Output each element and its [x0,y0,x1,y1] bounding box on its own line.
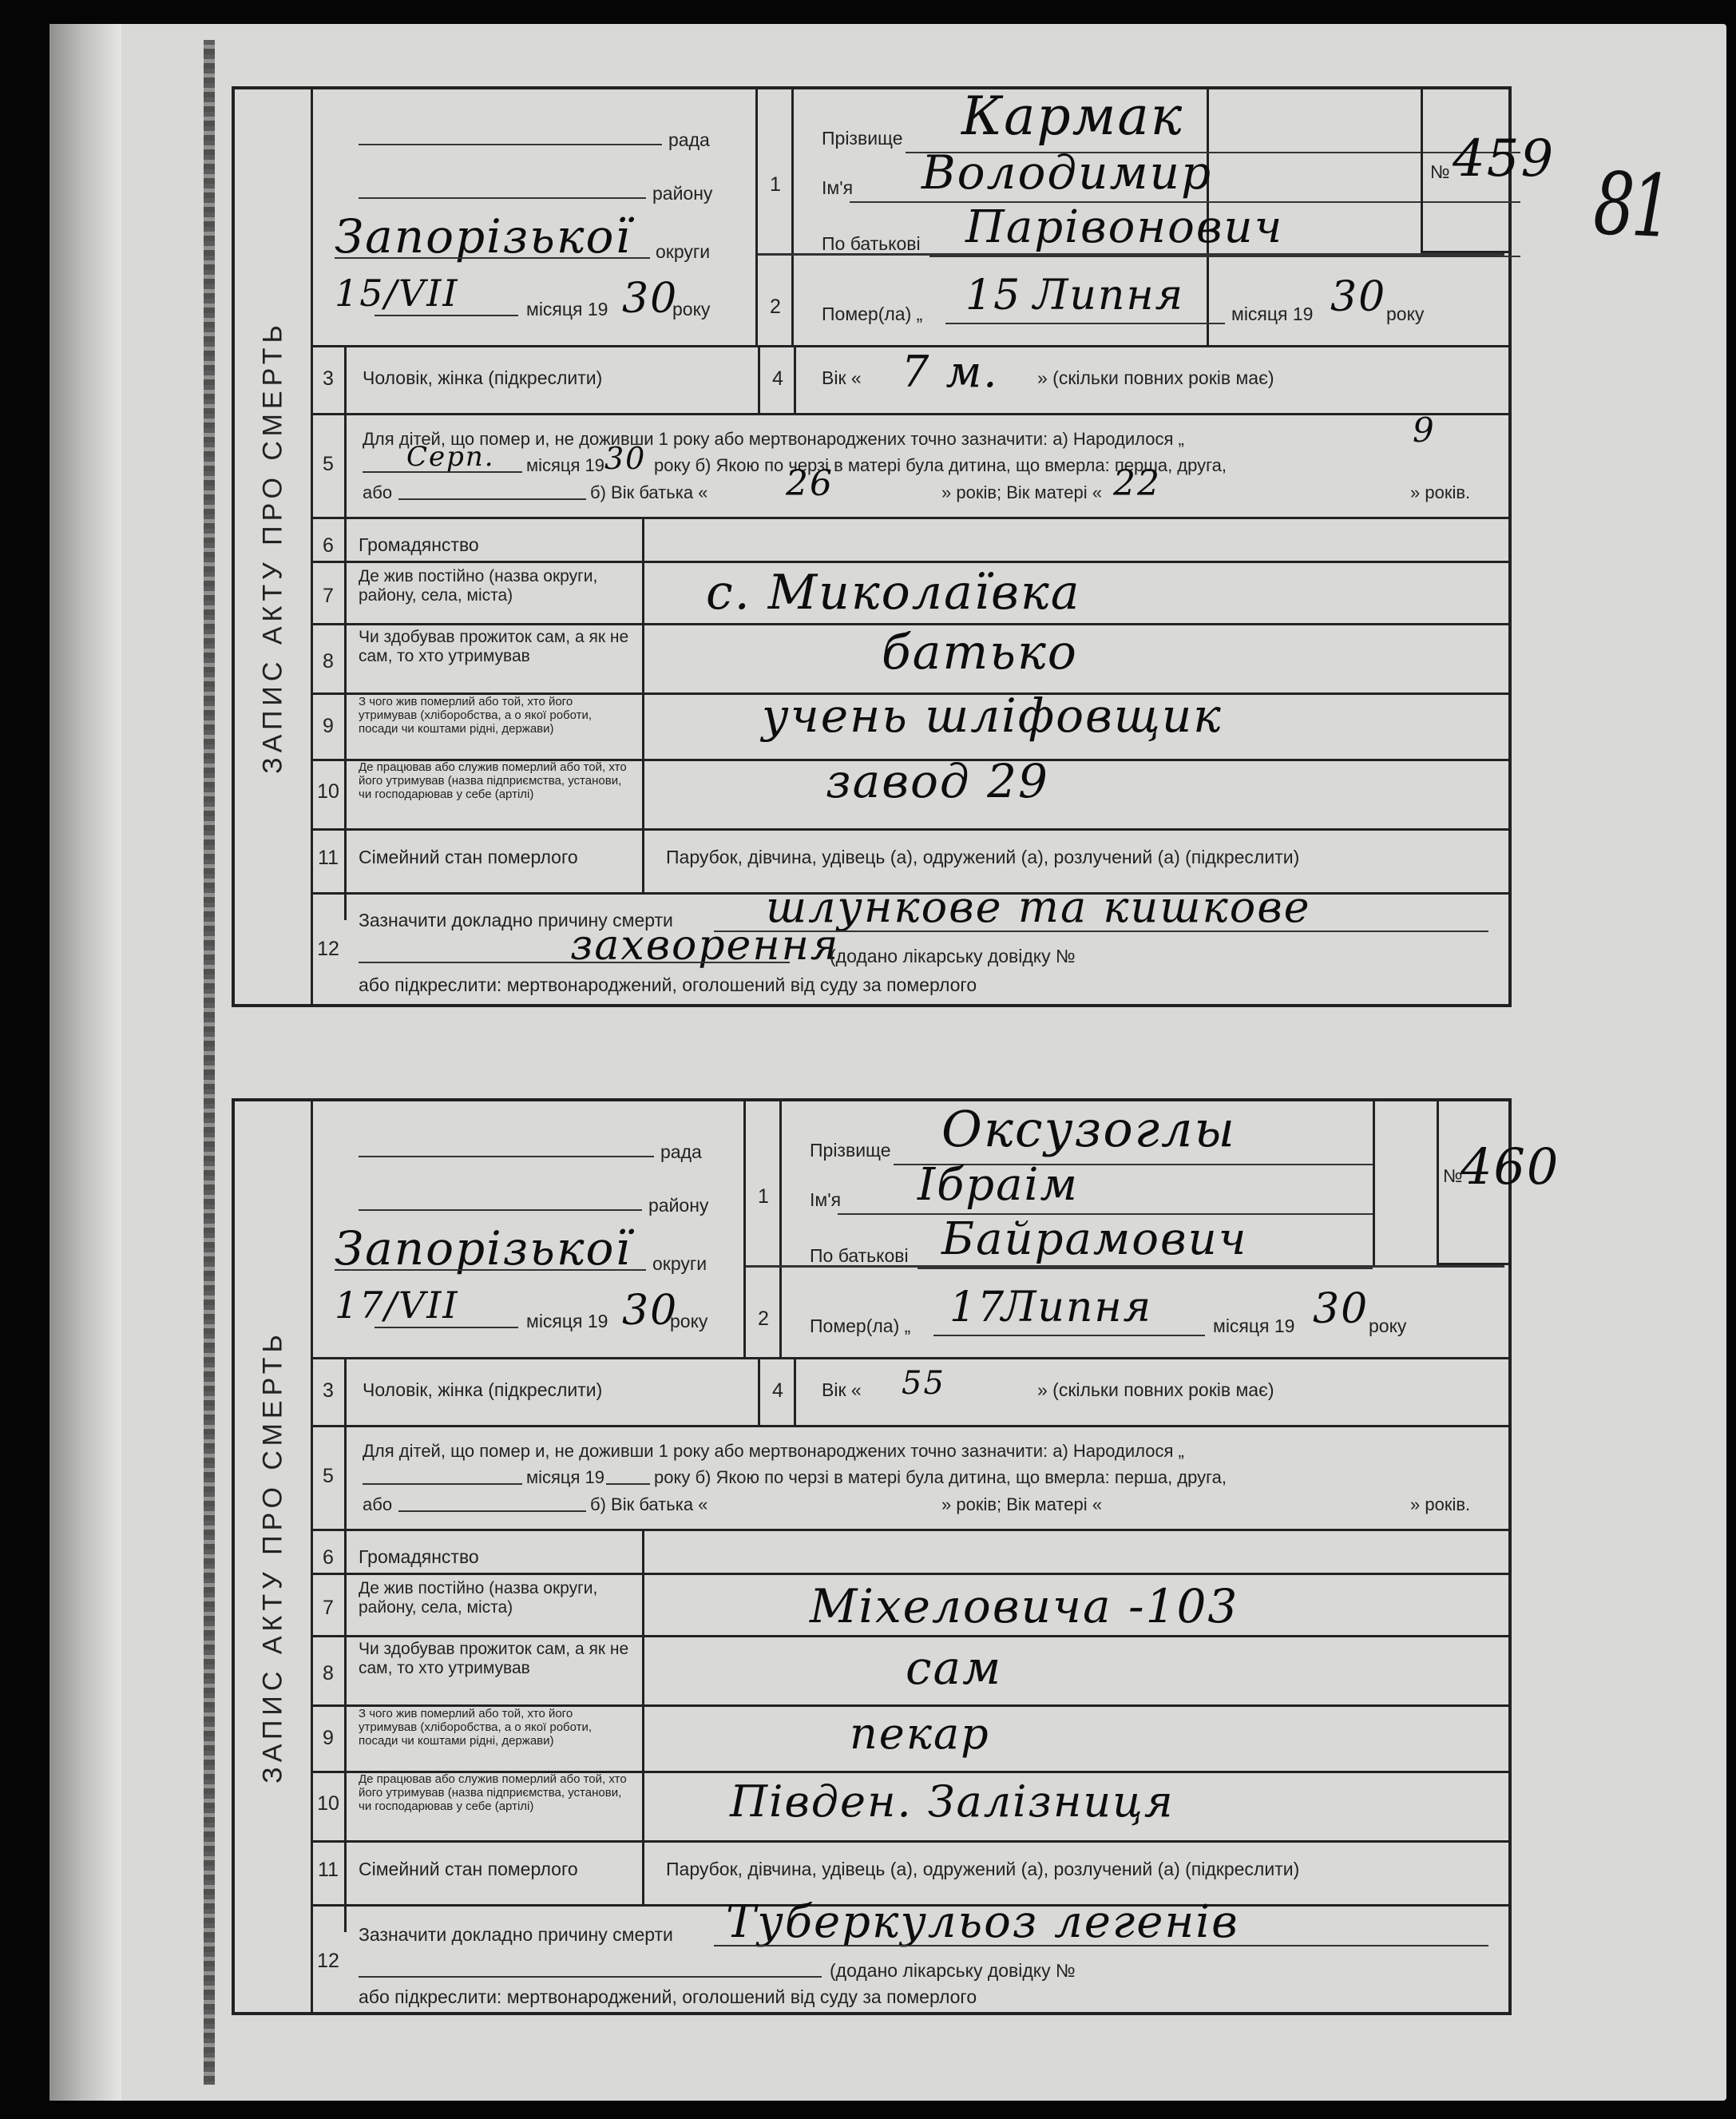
surname-label: Прізвище [822,128,903,149]
cause-label: Зазначити докладно причину смерти [359,1924,673,1945]
rada-label: рада [668,129,710,150]
rada-label: рада [660,1141,702,1162]
occupation-label: З чого жив померлий або той, хто його утримував (хліборобства, а о якої роботи, посади чи коштами рідні, держави) [359,1707,593,1748]
children-info-line2a: місяця 19 [526,455,605,475]
citizenship-label: Громадянство [359,534,479,555]
age-value: 55 [902,1365,945,1402]
row-3-num: 3 [311,1357,347,1425]
record-side-title: ЗАПИС АКТУ ПРО СМЕРТЬ [235,1101,313,2012]
father-age-label: б) Вік батька « [590,1494,708,1514]
name-block [782,1100,1407,1357]
mother-age-label: » років; Вік матері « [941,482,1102,502]
death-year: 30 [1313,1285,1369,1333]
row-number: 9 [323,715,334,737]
num-col [758,89,794,345]
certificate-label: (додано лікарську довідку № [830,1960,1076,1981]
residence-label: Де жив постійно (назва округи, району, села, міста) [359,1579,598,1617]
death-month-label: місяця 19 [1231,304,1314,324]
death-day: 15 [965,272,1022,319]
page-binding [50,24,121,2101]
place-block [311,1101,746,1357]
binding-edge [204,40,215,2085]
row-number: 7 [323,585,334,607]
row-5-num: 5 [311,1425,347,1529]
row-number: 2 [758,1308,769,1330]
okrugy-label: округи [652,1253,707,1274]
support-label: Чи здобував прожиток сам, а як не сам, то хто утримував [359,628,629,665]
row-number: 2 [770,296,781,318]
raion-label: району [648,1195,709,1216]
row-number: 6 [323,1546,334,1569]
name-value: Ібраім [918,1159,1079,1211]
residence-value: с. Миколаївка [706,565,1081,621]
years-label: » років. [1410,1494,1471,1514]
row-number: 8 [323,650,334,673]
record-year: 30 [622,1287,679,1335]
marital-options: Парубок, дівчина, удівець (а), одружений (а), розлучений (а) (підкреслити) [666,847,1300,867]
name-label: Ім'я [810,1189,842,1210]
residence-value: Міхеловича -103 [810,1579,1239,1633]
name-block [794,85,1425,345]
born-year: 30 [604,441,647,476]
occupation-label: З чого жив померлий або той, хто його утримував (хліборобства, а о якої роботи, посади чи коштами рідні, держави) [359,695,593,736]
mother-age: 22 [1113,463,1161,504]
workplace-label: Де працював або служив померлий або той, хто його утримував (назва підприємства, установи, чи господарював у себе (артілі) [359,760,627,801]
father-age-label: б) Вік батька « [590,482,708,502]
children-info-line1: Для дітей, що помер и, не доживши 1 року або мертвонароджених точно зазначити: а) Народилося „ [363,1441,1184,1461]
number-label: № [1443,1165,1463,1186]
row-number: 1 [770,173,781,196]
row-number: 1 [758,1185,769,1208]
born-month: Серп. [406,441,495,473]
occupation-value: пекар [850,1708,990,1759]
age-label: Вік « [822,367,862,388]
folio-number: 81 [1592,153,1671,258]
record-date-day: 17/VII [335,1284,459,1327]
citizenship-label: Громадянство [359,1546,479,1567]
occupation-value: учень шліфовщик [762,688,1223,743]
certificate-label: (додано лікарську довідку № [830,946,1076,966]
row-number: 4 [772,367,783,390]
number-label: № [1430,161,1450,182]
born-day: 9 [1413,411,1436,450]
death-month-label: місяця 19 [1213,1315,1295,1336]
patronymic-label: По батькові [822,233,921,254]
row-number: 4 [772,1379,783,1402]
okrugy-label: округи [656,241,711,262]
record-date-day: 15/VII [335,272,459,315]
row-number: 7 [323,1597,334,1619]
children-info-line3a: або [363,1494,393,1514]
marital-label: Сімейний стан померлого [359,847,578,867]
children-info-line2a: місяця 19 [526,1467,605,1487]
name-label: Ім'я [822,177,854,198]
record-number-box [1421,89,1556,253]
stillborn-note: або підкреслити: мертвонароджений, оголошений від суду за померлого [359,974,977,995]
death-year-label: року [1386,304,1425,324]
support-value: сам [906,1641,1003,1695]
stillborn-note: або підкреслити: мертвонароджений, оголошений від суду за померлого [359,1986,977,2007]
cause-label: Зазначити докладно причину смерти [359,910,673,931]
raion-label: району [652,183,713,204]
age-suffix-label: » (скільки повних років має) [1037,367,1274,388]
okrug-value: Запорізької [335,209,632,264]
num-col [746,1101,782,1357]
row-number: 11 [318,1859,339,1881]
year-label: року [672,299,711,319]
marital-options: Парубок, дівчина, удівець (а), одружений (а), розлучений (а) (підкреслити) [666,1859,1300,1879]
death-record-2 [232,1098,1560,2015]
record-side-title: ЗАПИС АКТУ ПРО СМЕРТЬ [235,89,313,1004]
surname-label: Прізвище [810,1140,891,1161]
month-label: місяця 19 [526,1311,608,1331]
workplace-value: завод 29 [826,754,1049,808]
record-year: 30 [622,275,679,323]
row-5-num: 5 [311,413,347,517]
support-value: батько [882,625,1078,681]
row-number: 12 [317,938,339,960]
death-month: Липня [1001,1284,1153,1331]
support-label: Чи здобував прожиток сам, а як не сам, то хто утримував [359,1640,629,1677]
year-label: року [670,1311,708,1331]
age-value: 7 м. [902,347,999,397]
death-date-label: Помер(ла) „ [822,304,923,324]
cause-value-1: Туберкульоз легенів [726,1896,1239,1948]
residence-label: Де жив постійно (назва округи, району, села, міста) [359,567,598,605]
okrug-value: Запорізької [335,1221,632,1276]
patronymic-value: Байрамович [941,1213,1248,1265]
father-age: 26 [786,463,834,504]
patronymic-value: Парівонович [965,201,1284,253]
sex-label: Чоловік, жінка (підкреслити) [363,1379,603,1400]
row-number: 9 [323,1727,334,1749]
workplace-value: Півден. Залізниця [730,1776,1175,1827]
row-number: 12 [317,1950,339,1972]
death-year: 30 [1330,273,1387,321]
row-number: 8 [323,1662,334,1684]
children-info-line1: Для дітей, що помер и, не доживши 1 року або мертвонароджених точно зазначити: а) Народилося „ [363,429,1184,449]
death-month: Липня [1033,272,1185,319]
age-label: Вік « [822,1379,862,1400]
surname-value: Оксузоглы [941,1100,1236,1158]
place-block [311,89,758,345]
death-record-1 [232,85,1556,1007]
month-label: місяця 19 [526,299,608,319]
workplace-label: Де працював або служив померлий або той, хто його утримував (назва підприємства, установи, чи господарював у себе (артілі) [359,1772,627,1813]
death-year-label: року [1369,1315,1407,1336]
mother-age-label: » років; Вік матері « [941,1494,1102,1514]
name-value: Володимир [922,145,1213,200]
record-number: 460 [1461,1137,1560,1196]
record-number: 459 [1453,129,1556,188]
marital-label: Сімейний стан померлого [359,1859,578,1879]
death-date-label: Помер(ла) „ [810,1315,911,1336]
row-number: 10 [317,780,339,803]
children-info-line2b: року б) Якою по черзі в матері була дитина, що вмерла: перша, друга, [654,1467,1227,1487]
cause-value-1: шлункове та кишкове [766,882,1311,932]
row-number: 10 [317,1792,339,1815]
row-number: 6 [323,534,334,557]
death-day: 17 [949,1284,1006,1331]
children-info-line3a: або [363,482,393,502]
patronymic-label: По батькові [810,1245,909,1266]
cause-value-2: захворення [570,922,840,970]
sex-label: Чоловік, жінка (підкреслити) [363,367,603,388]
age-suffix-label: » (скільки повних років має) [1037,1379,1274,1400]
children-info-line2b: року б) Якою по черзі в матері була дитина, що вмерла: перша, друга, [654,455,1227,475]
row-3-num: 3 [311,345,347,413]
surname-value: Кармак [961,85,1184,147]
years-label: » років. [1410,482,1471,502]
row-number: 11 [318,847,339,869]
record-number-box [1437,1101,1560,1265]
